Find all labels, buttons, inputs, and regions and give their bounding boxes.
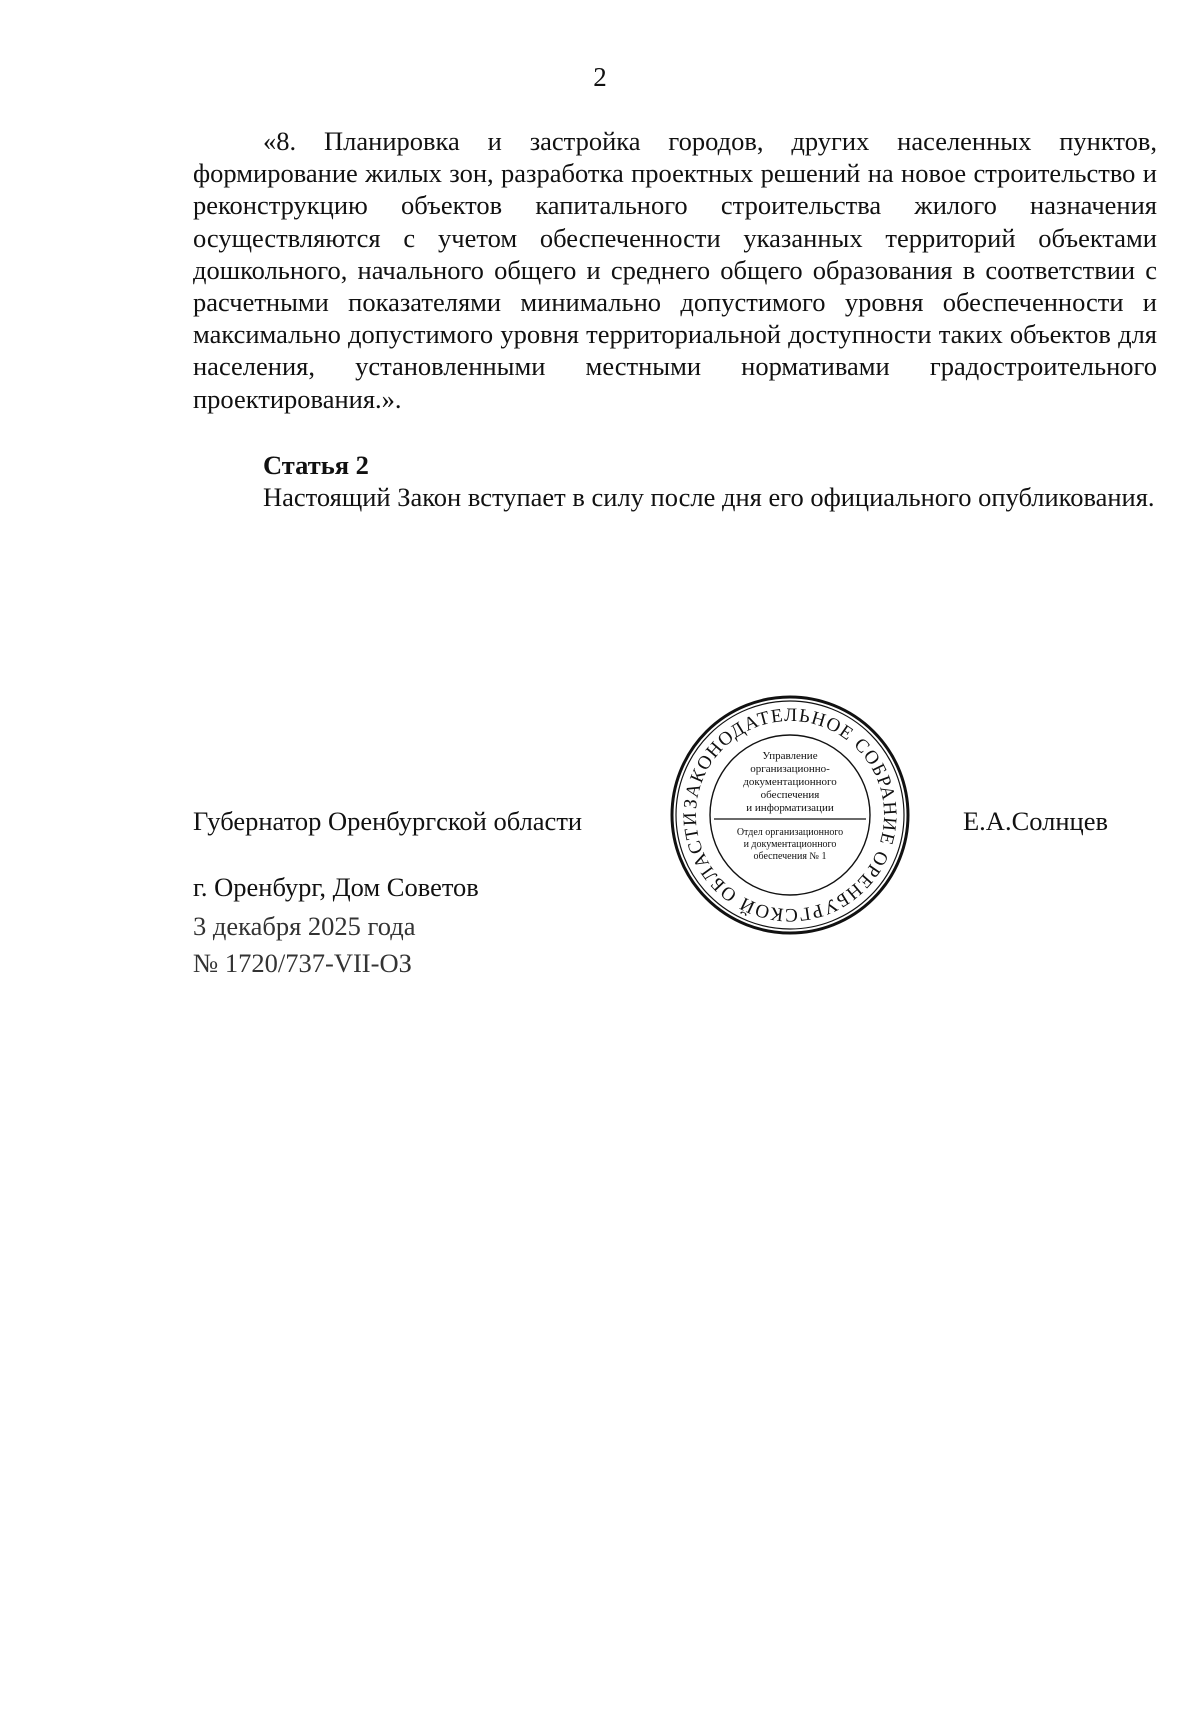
svg-text:ЗАКОНОДАТЕЛЬНОЕ СОБРАНИЕ ОРЕНБ [680, 705, 900, 925]
law-number: № 1720/737-VII-ОЗ [193, 948, 412, 978]
seal-inner-line: обеспечения № 1 [753, 851, 827, 862]
seal-inner-line: и информатизации [746, 802, 834, 814]
seal-inner-line: и документационного [743, 839, 837, 850]
seal-inner-line: организационно- [750, 763, 830, 775]
seal-inner-line: обеспечения [760, 789, 820, 801]
seal-graphic [668, 693, 912, 937]
signing-date: 3 декабря 2025 года [193, 911, 416, 941]
governor-title: Губернатор Оренбургской области [193, 806, 583, 836]
governor-name: Е.А.Солнцев [963, 806, 1109, 836]
official-seal [668, 693, 912, 937]
paragraph-8: «8. Планировка и застройка городов, других населенных пунктов, формирование жилых зон, разработка проектных решений на новое строительство и реконструкцию объектов капитального строительства жилого назначения осуществляются с учетом обеспеченности указанных территорий объектами дошкольного, начального общего и среднего общего образования в соответствии с расчетными показателями минимально допустимого уровня обеспеченности и максимально допустимого уровня территориальной доступности таких объектов для населения, установленными местными нормативами градостроительного проектирования.». [193, 126, 1157, 414]
seal-outer-text: ЗАКОНОДАТЕЛЬНОЕ СОБРАНИЕ ОРЕНБУРГСКОЙ ОБЛАСТИ [679, 704, 901, 926]
seal-inner-line: Управление [762, 750, 818, 762]
seal-inner-line: Отдел организационного [736, 827, 844, 838]
signing-place: г. Оренбург, Дом Советов [193, 872, 479, 902]
page-number: 2 [593, 62, 607, 92]
seal-inner-line: документационного [743, 776, 837, 788]
article-2-text: Настоящий Закон вступает в силу после дня его официального опубликования. [263, 482, 1155, 512]
article-2-heading: Статья 2 [263, 450, 369, 480]
